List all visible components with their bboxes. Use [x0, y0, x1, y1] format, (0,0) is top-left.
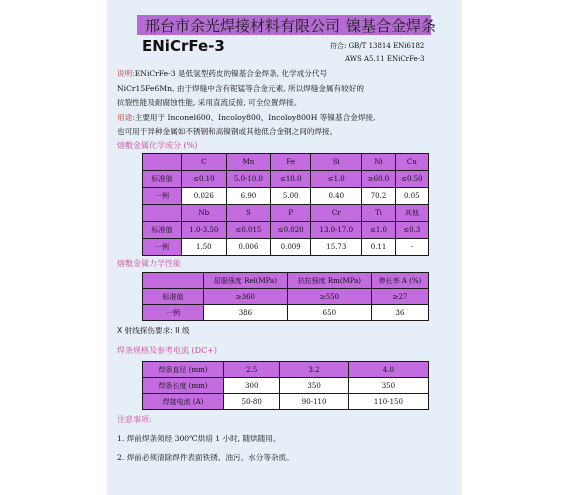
table-cell: 350: [348, 378, 428, 394]
table-cell: ≥27: [371, 289, 428, 305]
notes-title: 注意事项:: [117, 415, 152, 424]
table-cell: ≤0.3: [395, 222, 428, 239]
table-cell: ≥60.0: [362, 171, 395, 188]
row-label-example: 一例: [143, 239, 182, 256]
chem-col-fe: Fe: [271, 154, 311, 171]
row-label-std: 标准值: [143, 171, 182, 188]
spec-row-length: [143, 378, 429, 394]
mech-table: [142, 272, 429, 321]
row-label-example: 一例: [143, 188, 182, 205]
description-line-2: NiCr15Fe6Mn, 由于焊缝中含有铌锰等合金元素, 所以焊缝金属有较好的: [117, 84, 364, 93]
product-model: ENiCrFe-3: [142, 37, 225, 55]
table-cell: 0.009: [271, 239, 311, 256]
table-cell: 1.50: [182, 239, 227, 256]
spec-row-current: [143, 394, 429, 410]
table-cell: 4.0: [348, 362, 428, 378]
table-cell: 50-80: [224, 394, 280, 410]
table-cell: ≤0.10: [182, 171, 227, 188]
table-cell: 350: [280, 378, 348, 394]
table-cell: 3.2: [280, 362, 348, 378]
row-label-std: 标准值: [143, 289, 204, 305]
spec-table: [142, 361, 429, 410]
chem-ex-row-2: [143, 239, 429, 256]
chem-col-s: S: [226, 205, 271, 222]
chem-col-ni: Ni: [362, 154, 395, 171]
product-category: 镍基合金焊条: [346, 17, 437, 35]
table-cell: 5.00: [271, 188, 311, 205]
table-cell: [143, 205, 182, 222]
table-cell: ≥550: [287, 289, 371, 305]
table-cell: 5.0-10.0: [226, 171, 271, 188]
table-cell: 1.0-3.50: [182, 222, 227, 239]
chem-std-row-1: [143, 171, 429, 188]
table-cell: 650: [287, 305, 371, 321]
table-cell: 13.0-17.0: [311, 222, 362, 239]
spec-label-current: 焊接电流 (A): [143, 394, 224, 410]
description-line-1: 说明:ENiCrFe-3 是低氢型药皮的镍基合金焊条, 化学成分代号: [117, 69, 328, 78]
company-name: 邢台市余光焊接材料有限公司: [145, 17, 341, 35]
spec-row-diameter: [143, 362, 429, 378]
row-label-example: 一例: [143, 305, 204, 321]
row-label-std: 标准值: [143, 222, 182, 239]
chem-col-c: C: [182, 154, 227, 171]
table-cell: 300: [224, 378, 280, 394]
table-cell: ≤10.0: [271, 171, 311, 188]
chem-section-title: 熔敷金属化学成分 (%): [117, 141, 198, 150]
table-cell: ≤0.020: [271, 222, 311, 239]
chem-header-row-1: [143, 154, 429, 171]
description-line-3: 抗裂性能及耐腐蚀性能, 采用直流反接, 可全位置焊接。: [117, 98, 302, 107]
mech-col-yield: 屈服强度 Rel(MPa): [204, 273, 288, 289]
chem-col-mn: Mn: [226, 154, 271, 171]
table-cell: 70.2: [362, 188, 395, 205]
usage-line-2: 也可用于异种金属如不锈钢和高镍钢或其他低合金钢之间的焊接。: [117, 127, 338, 136]
table-cell: ≤1.0: [362, 222, 395, 239]
table-cell: ≤0.015: [226, 222, 271, 239]
mech-std-row: [143, 289, 429, 305]
table-cell: 110-150: [348, 394, 428, 410]
usage-line-1: 用途:主要用于 Inconel600、Incoloy800、Incoloy800H 等镍基合金焊接,: [117, 113, 376, 122]
table-cell: -: [395, 239, 428, 256]
note-item-1: 1. 焊前焊条须经 300℃烘焙 1 小时, 随烘随用。: [117, 434, 281, 443]
mech-ex-row: [143, 305, 429, 321]
table-cell: ≥360: [204, 289, 288, 305]
chem-std-row-2: [143, 222, 429, 239]
mech-header-row: [143, 273, 429, 289]
table-cell: 36: [371, 305, 428, 321]
table-cell: 15.73: [311, 239, 362, 256]
table-cell: ≤1.0: [311, 171, 362, 188]
chem-col-si: Si: [311, 154, 362, 171]
spec-label-diameter: 焊条直径 (mm): [143, 362, 224, 378]
table-cell: 2.5: [224, 362, 280, 378]
chem-ex-row-1: [143, 188, 429, 205]
note-item-2: 2. 焊前必须清除焊件表面铁锈、油污、水分等杂质。: [117, 453, 294, 462]
usage-label: 用途:: [117, 113, 135, 122]
mech-section-title: 熔敷金属力学性能: [117, 259, 181, 268]
mech-corner-cell: [143, 273, 204, 289]
chem-table: [142, 153, 429, 256]
mech-col-elongation: 伸长率 A (%): [371, 273, 428, 289]
table-cell: 0.40: [311, 188, 362, 205]
chem-col-p: P: [271, 205, 311, 222]
xray-requirement: X 射线探伤要求: II 级: [117, 326, 190, 335]
table-cell: 0.11: [362, 239, 395, 256]
chem-col-cu: Cu: [395, 154, 428, 171]
chem-col-nb: Nb: [182, 205, 227, 222]
table-cell: 386: [204, 305, 288, 321]
table-cell: 6.90: [226, 188, 271, 205]
chem-col-cr: Cr: [311, 205, 362, 222]
spec-label-length: 焊条长度 (mm): [143, 378, 224, 394]
standard-aws: AWS A5.11 ENiCrFe-3: [345, 55, 425, 63]
table-cell: ≤0.50: [395, 171, 428, 188]
chem-col-ti: Ti: [362, 205, 395, 222]
mech-col-tensile: 抗拉强度 Rm(MPa): [287, 273, 371, 289]
spec-section-title: 焊条规格及参考电流 (DC+): [117, 346, 218, 355]
chem-corner-cell: [143, 154, 182, 171]
chem-header-row-2: [143, 205, 429, 222]
description-label: 说明:: [117, 69, 135, 78]
table-cell: 0.05: [395, 188, 428, 205]
table-cell: 0.006: [226, 239, 271, 256]
table-cell: 90-110: [280, 394, 348, 410]
standard-gb: 符合: GB/T 13814 ENi6182: [330, 42, 425, 50]
chem-col-other: 其他: [395, 205, 428, 222]
table-cell: 0.026: [182, 188, 227, 205]
